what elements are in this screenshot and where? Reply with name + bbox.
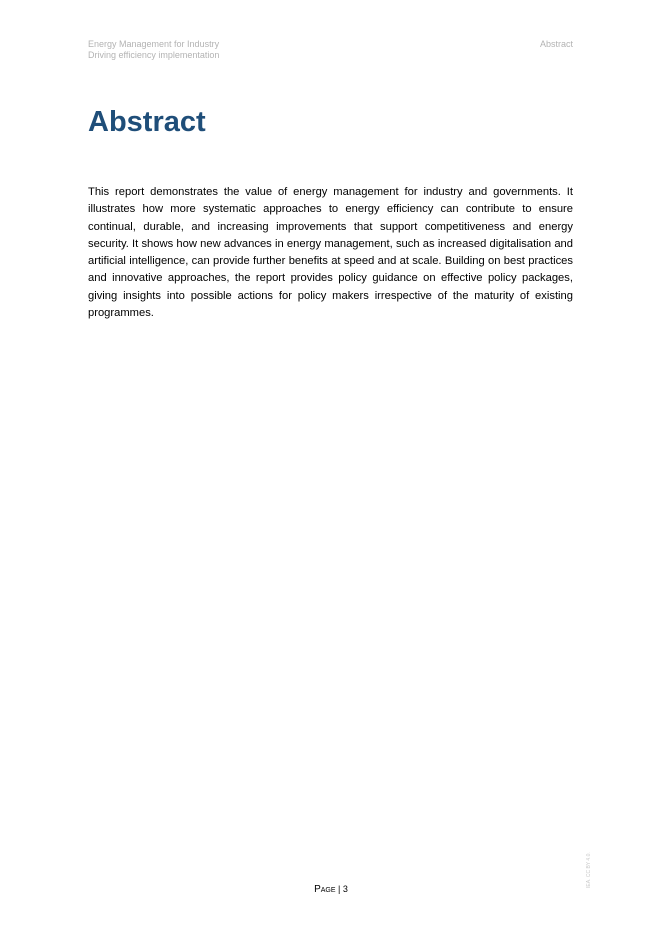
running-header-left [88,39,219,61]
page-title: Abstract [88,106,206,138]
abstract-paragraph: This report demonstrates the value of energy management for industry and governments. It illustrates how more systematic approaches to energy efficiency can contribute to ensure continual, durable, and increasing improvements that support competitiveness and energy security. It shows how new advances in energy management, such as increased digitalisation and artificial intelligence, can provide further benefits at speed and at scale. Building on best practices and innovative approaches, the report provides policy guidance on effective policy packages, giving insights into possible actions for policy makers irrespective of the maturity of existing programmes. [88,186,573,320]
page-label: Page [314,884,336,895]
page-number: 3 [342,884,348,894]
page-separator: | [335,884,343,894]
report-title: Energy Management for Industry [88,39,220,49]
page-footer [0,884,662,895]
running-header-section: Abstract [539,39,573,49]
license-notice [586,848,598,888]
report-subtitle: Driving efficiency implementation [88,50,220,60]
license-text: IEA. CC BY 4.0. [586,852,592,888]
